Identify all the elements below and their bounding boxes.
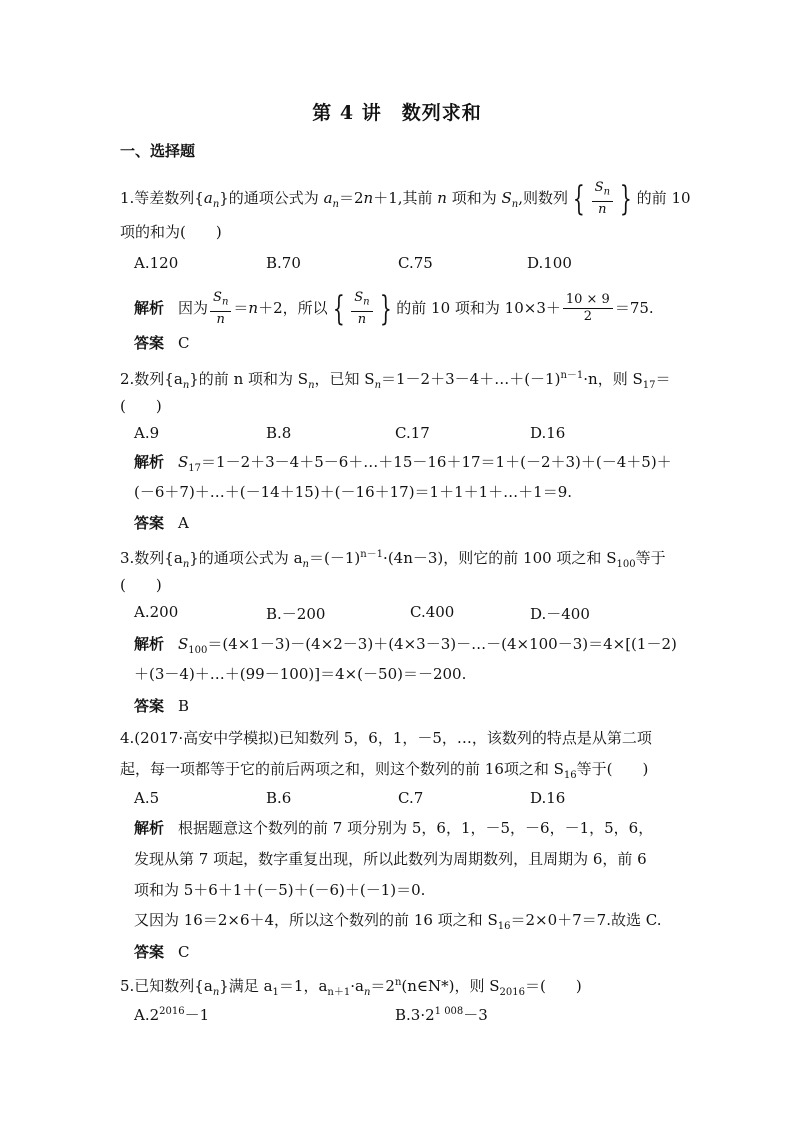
- question-3-stem: 3.数列$\{a_n\}$的通项公式为 $a_n=(-1)^{n-1}\cdot(4n-3)$，则它的前 100 项之和 $S_{100}$等于: [120, 549, 666, 570]
- q4-analysis-line2: 发现从第 7 项起，数字重复出现，所以此数列为周期数列，且周期为 6，前 6: [134, 850, 647, 868]
- q4-analysis: 解析 根据题意这个数列的前 7 项分别为 5，6，1，－5，－6，－1，5，6，: [134, 819, 654, 837]
- q1-analysis: 解析 因为 $\frac{S_n}{n}$ ＝n＋2，所以 { $\frac{S_n}{n}$ } 的前 10 项和为 10×3＋ $\frac{10 \times 9}{2}$ ＝75.: [134, 288, 654, 329]
- q4-option-b: B.6: [266, 789, 292, 807]
- q1-option-d: D.100: [527, 254, 572, 272]
- question-5-stem: 5.已知数列$\{a_n\}$满足 $a_1=1$，$a_{n+1}\cdot a_n=2^n(n\in N*)$，则 $S_{2016}=$( ): [120, 977, 582, 998]
- q4-option-d: D.16: [530, 789, 566, 807]
- q3-answer: 答案 B: [134, 697, 190, 715]
- q2-analysis: 解析 $S_{17}=1-2+3-4+5-6+\dots+15-16+17=1+(-2+3)+(-4+5)+$: [134, 453, 672, 474]
- question-4-stem-cont: 起，每一项都等于它的前后两项之和，则这个数列的前 16项之和 $S_{16}$等于( ): [120, 760, 649, 781]
- q2-answer: 答案 A: [134, 514, 189, 532]
- fraction-sn-over-n: $\frac{S_n}{n}$: [592, 180, 613, 218]
- q5-option-a: $A.2^{2016}-1$: [134, 1006, 210, 1024]
- q4-answer: 答案 C: [134, 943, 190, 961]
- question-1-stem: 1.等差数列$\{a_n\}$的通项公式为 $a_n=2n+1$,其前 n 项和为 $S_n$,则数列 { $\frac{S_n}{n}$ } 的前 10: [120, 178, 691, 219]
- q1-answer: 答案 C: [134, 334, 190, 352]
- q1-option-c: C.75: [398, 254, 433, 272]
- q4-analysis-line3: 项和为 5＋6＋1＋(－5)＋(－6)＋(－1)＝0.: [134, 881, 426, 899]
- q2-option-d: D.16: [530, 424, 566, 442]
- q2-option-b: B.8: [266, 424, 292, 442]
- q4-option-a: A.5: [134, 789, 160, 807]
- q2-option-a: A.9: [134, 424, 160, 442]
- q3-analysis-cont: ＋(3－4)＋…＋(99－100)]＝4×(－50)＝－200.: [134, 665, 467, 683]
- q4-option-c: C.7: [398, 789, 424, 807]
- q1-option-a: A.120: [134, 254, 179, 272]
- q1-option-b: B.70: [266, 254, 301, 272]
- q2-option-c: C.17: [395, 424, 430, 442]
- q3-option-d: D.－400: [530, 605, 590, 623]
- question-3-stem-cont: ( ): [120, 576, 162, 594]
- section-heading: 一、选择题: [120, 142, 196, 160]
- q3-option-a: A.200: [134, 603, 179, 621]
- q5-option-b: $B.3\cdot 2^{1 008}-3$: [395, 1006, 488, 1024]
- q2-analysis-cont: (－6＋7)＋…＋(－14＋15)＋(－16＋17)＝1＋1＋1＋…＋1＝9.: [134, 483, 573, 501]
- question-4-stem: 4.(2017·高安中学模拟)已知数列 5，6，1，－5，…，该数列的特点是从第二项: [120, 729, 652, 747]
- question-2-stem-cont: ( ): [120, 397, 162, 415]
- question-2-stem: 2.数列$\{a_n\}$的前 n 项和为 $S_n$，已知 $S_n=1-2+3-4+\dots+(-1)^{n-1}\cdot n$，则 $S_{17}=$: [120, 370, 671, 391]
- question-1-stem-cont: 项的和为( ): [120, 223, 222, 241]
- q3-analysis: 解析 $S_{100}=(4\times 1-3)-(4\times 2-3)+(4\times 3-3)-\dots-(4\times 100-3)=4\times[(1-2)$: [134, 635, 677, 656]
- page-title: 第 4 讲 数列求和: [312, 102, 482, 124]
- q3-option-b: B.－200: [266, 605, 326, 623]
- q4-analysis-line4: 又因为 16＝2×6＋4，所以这个数列的前 16 项之和 $S_{16}=2\times 0+7=7$.故选 C.: [134, 911, 662, 932]
- q3-option-c: C.400: [410, 603, 455, 621]
